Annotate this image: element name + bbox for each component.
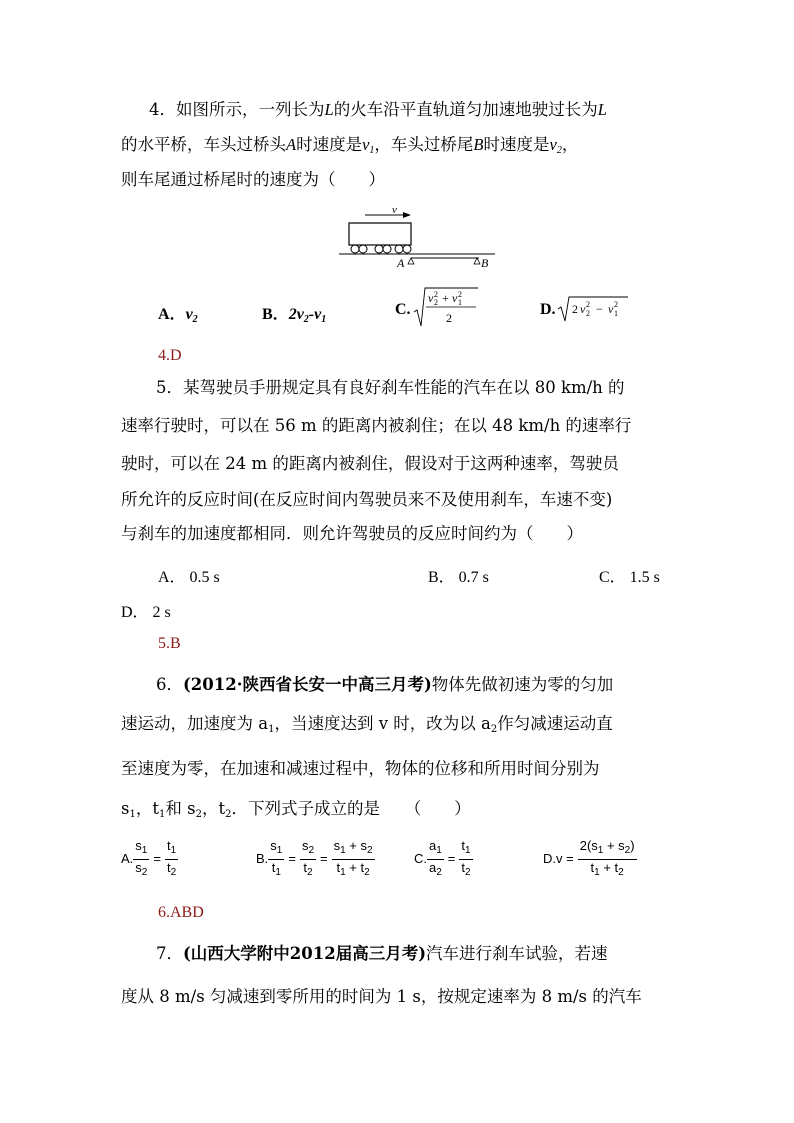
option-letter: A. xyxy=(121,851,134,867)
q6-line-3 xyxy=(121,761,600,778)
svg-text:2: 2 xyxy=(446,311,452,325)
q6-text: ，t xyxy=(201,799,226,818)
q6-line-1 xyxy=(121,677,613,694)
option-letter: C. xyxy=(414,851,427,867)
svg-text:v: v xyxy=(428,291,434,305)
arrow-head-icon xyxy=(403,212,411,218)
svg-text:−: − xyxy=(596,302,603,316)
q6-text: 物体先做初速为零的匀加 xyxy=(431,675,614,694)
q7-line-2 xyxy=(121,989,642,1006)
q5-text: 5．某驾驶员手册规定具有良好刹车性能的汽车在以 80 km/h 的 xyxy=(156,378,625,397)
q4-option-C xyxy=(395,301,411,319)
q6-text: 和 s xyxy=(165,799,196,818)
q4-option-B: B．$2v_2-v_1$ xyxy=(262,306,327,325)
svg-text:1: 1 xyxy=(614,309,618,318)
q6-text: 速运动，加速度为 a xyxy=(121,714,269,733)
q5-text: 所允许的反应时间(在反应时间内驾驶员来不及使用刹车，车速不变) xyxy=(121,490,613,509)
svg-text:v: v xyxy=(580,302,586,316)
q5-line-1 xyxy=(121,380,625,397)
v-symbol: v xyxy=(549,135,557,154)
q4-option-C-formula xyxy=(412,286,480,330)
q4-text: 的火车沿平直轨道匀加速地驶过长为 xyxy=(333,100,598,119)
svg-text:2: 2 xyxy=(572,302,578,316)
q5-line-5 xyxy=(121,526,583,543)
train-wheels xyxy=(351,245,411,253)
q6-line-4: $s_1$，$t_1$和 $s_2$，$t_2$．下列式子成立的是 （ ） xyxy=(121,799,471,820)
q6-text: 6． xyxy=(156,675,183,694)
q6-answer: 6.ABD xyxy=(158,904,204,921)
q4-text: 时速度是 xyxy=(483,135,550,154)
svg-text:2: 2 xyxy=(586,309,590,318)
support-B-icon xyxy=(474,258,480,264)
svg-text:+: + xyxy=(442,291,449,305)
q4-text: 的水平桥，车头过桥头 xyxy=(121,135,286,154)
q6-text: s xyxy=(121,799,130,818)
svg-text:1: 1 xyxy=(458,298,462,307)
q4-line-3 xyxy=(121,172,385,189)
q6-source: (2012·陕西省长安一中高三月考) xyxy=(183,675,432,694)
q4-text: ，车头过桥尾 xyxy=(374,135,474,154)
fig-label-v: v xyxy=(392,205,397,216)
q5-option-C: C． 1.5 s xyxy=(599,569,660,586)
q5-line-2 xyxy=(121,418,631,435)
var-A: A xyxy=(286,135,297,154)
option-letter: B. xyxy=(256,851,269,867)
svg-text:2: 2 xyxy=(434,298,438,307)
var-L: L xyxy=(597,100,607,119)
q6-option-A: A. $\frac{s_1}{s_2}$ = $\frac{t_1}{t_2}$ xyxy=(121,838,177,878)
fig-label-B: B xyxy=(481,256,489,270)
fig-label-A: A xyxy=(397,256,405,270)
svg-text:v: v xyxy=(608,302,614,316)
q7-text: 度从 8 m/s 匀减速到零所用的时间为 1 s，按规定速率为 8 m/s 的汽车 xyxy=(121,987,642,1006)
q5-option-A: A． 0.5 s xyxy=(158,569,220,586)
q6-option-C: C. $\frac{a_1}{a_2}$ = $\frac{t_1}{t_2}$ xyxy=(414,838,471,878)
q4-line-2: 的水平桥，车头过桥头A时速度是$v_1$，车头过桥尾B时速度是$v_2$， xyxy=(121,135,579,156)
option-letter: B． xyxy=(262,306,289,323)
var-L: L xyxy=(324,100,334,119)
var-B: B xyxy=(473,135,484,154)
support-A-icon xyxy=(408,258,414,264)
option-value: -v xyxy=(308,306,322,323)
svg-text:2: 2 xyxy=(458,290,462,299)
q7-text: 汽车进行刹车试验，若速 xyxy=(426,944,608,963)
q5-text: 与刹车的加速度都相同．则允许驾驶员的反应时间约为（ ） xyxy=(121,524,583,543)
v-symbol: v xyxy=(362,135,370,154)
q6-text: ，t xyxy=(135,799,159,818)
q4-text: 4．如图所示，一列长为 xyxy=(149,100,325,119)
option-letter: D.v = xyxy=(543,851,574,867)
q5-text: 驶时，可以在 24 m 的距离内被刹住，假设对于这两种速率，驾驶员 xyxy=(121,454,619,473)
q4-answer: 4.D xyxy=(158,347,182,364)
train-body xyxy=(349,223,411,245)
option-letter: C. xyxy=(395,301,411,318)
q7-line-1 xyxy=(121,946,608,963)
q5-text: 速率行驶时，可以在 56 m 的距离内被刹住；在以 48 km/h 的速率行 xyxy=(121,416,632,435)
var-v1: $v_1$ xyxy=(362,135,375,156)
q5-option-B: B． 0.7 s xyxy=(428,569,489,586)
q5-answer: 5.B xyxy=(158,635,181,652)
q6-line-2: 速运动，加速度为 $a_1$，当速度达到 v 时，改为以 $a_2$作匀减速运动直 xyxy=(121,714,613,735)
q5-line-4 xyxy=(121,492,612,509)
q4-option-D-formula xyxy=(556,295,630,323)
q4-text: 时速度是 xyxy=(296,135,363,154)
q4-text: 则车尾通过桥尾时的速度为（ ） xyxy=(121,170,385,189)
option-value: 2v xyxy=(288,306,304,323)
q6-text: ．下列式子成立的是 （ ） xyxy=(231,799,471,818)
q5-line-3 xyxy=(121,456,619,473)
q6-option-B: B. $\frac{s_1}{t_1}$ = $\frac{s_2}{t_2}$ = $\frac{s_1 + s_2}{t_1 + t_2}$ xyxy=(256,838,373,878)
q6-text: 作匀减速运动直 xyxy=(497,714,613,733)
svg-text:2: 2 xyxy=(434,290,438,299)
var-v2: $v_2$ xyxy=(549,135,562,156)
svg-text:2: 2 xyxy=(614,300,618,309)
svg-text:v: v xyxy=(452,291,458,305)
train-bridge-figure xyxy=(335,205,500,270)
q4-option-A: A．$v_2$ xyxy=(158,306,198,325)
q5-option-D: D． 2 s xyxy=(121,604,171,621)
q7-source: (山西大学附中2012届高三月考) xyxy=(183,944,427,963)
q6-text: ，当速度达到 v 时，改为以 a xyxy=(274,714,491,733)
q6-text: 至速度为零，在加速和减速过程中，物体的位移和所用时间分别为 xyxy=(121,759,600,778)
q7-text: 7． xyxy=(156,944,183,963)
svg-text:2: 2 xyxy=(586,300,590,309)
option-value: v xyxy=(185,306,193,323)
q4-option-D xyxy=(540,301,556,319)
q6-option-D: D.v = $\frac{2(s_1 + s_2)}{t_1 + t_2}$ xyxy=(543,838,635,878)
option-letter: D. xyxy=(540,301,556,318)
q4-line-1 xyxy=(121,102,607,119)
option-letter: A． xyxy=(158,306,186,323)
